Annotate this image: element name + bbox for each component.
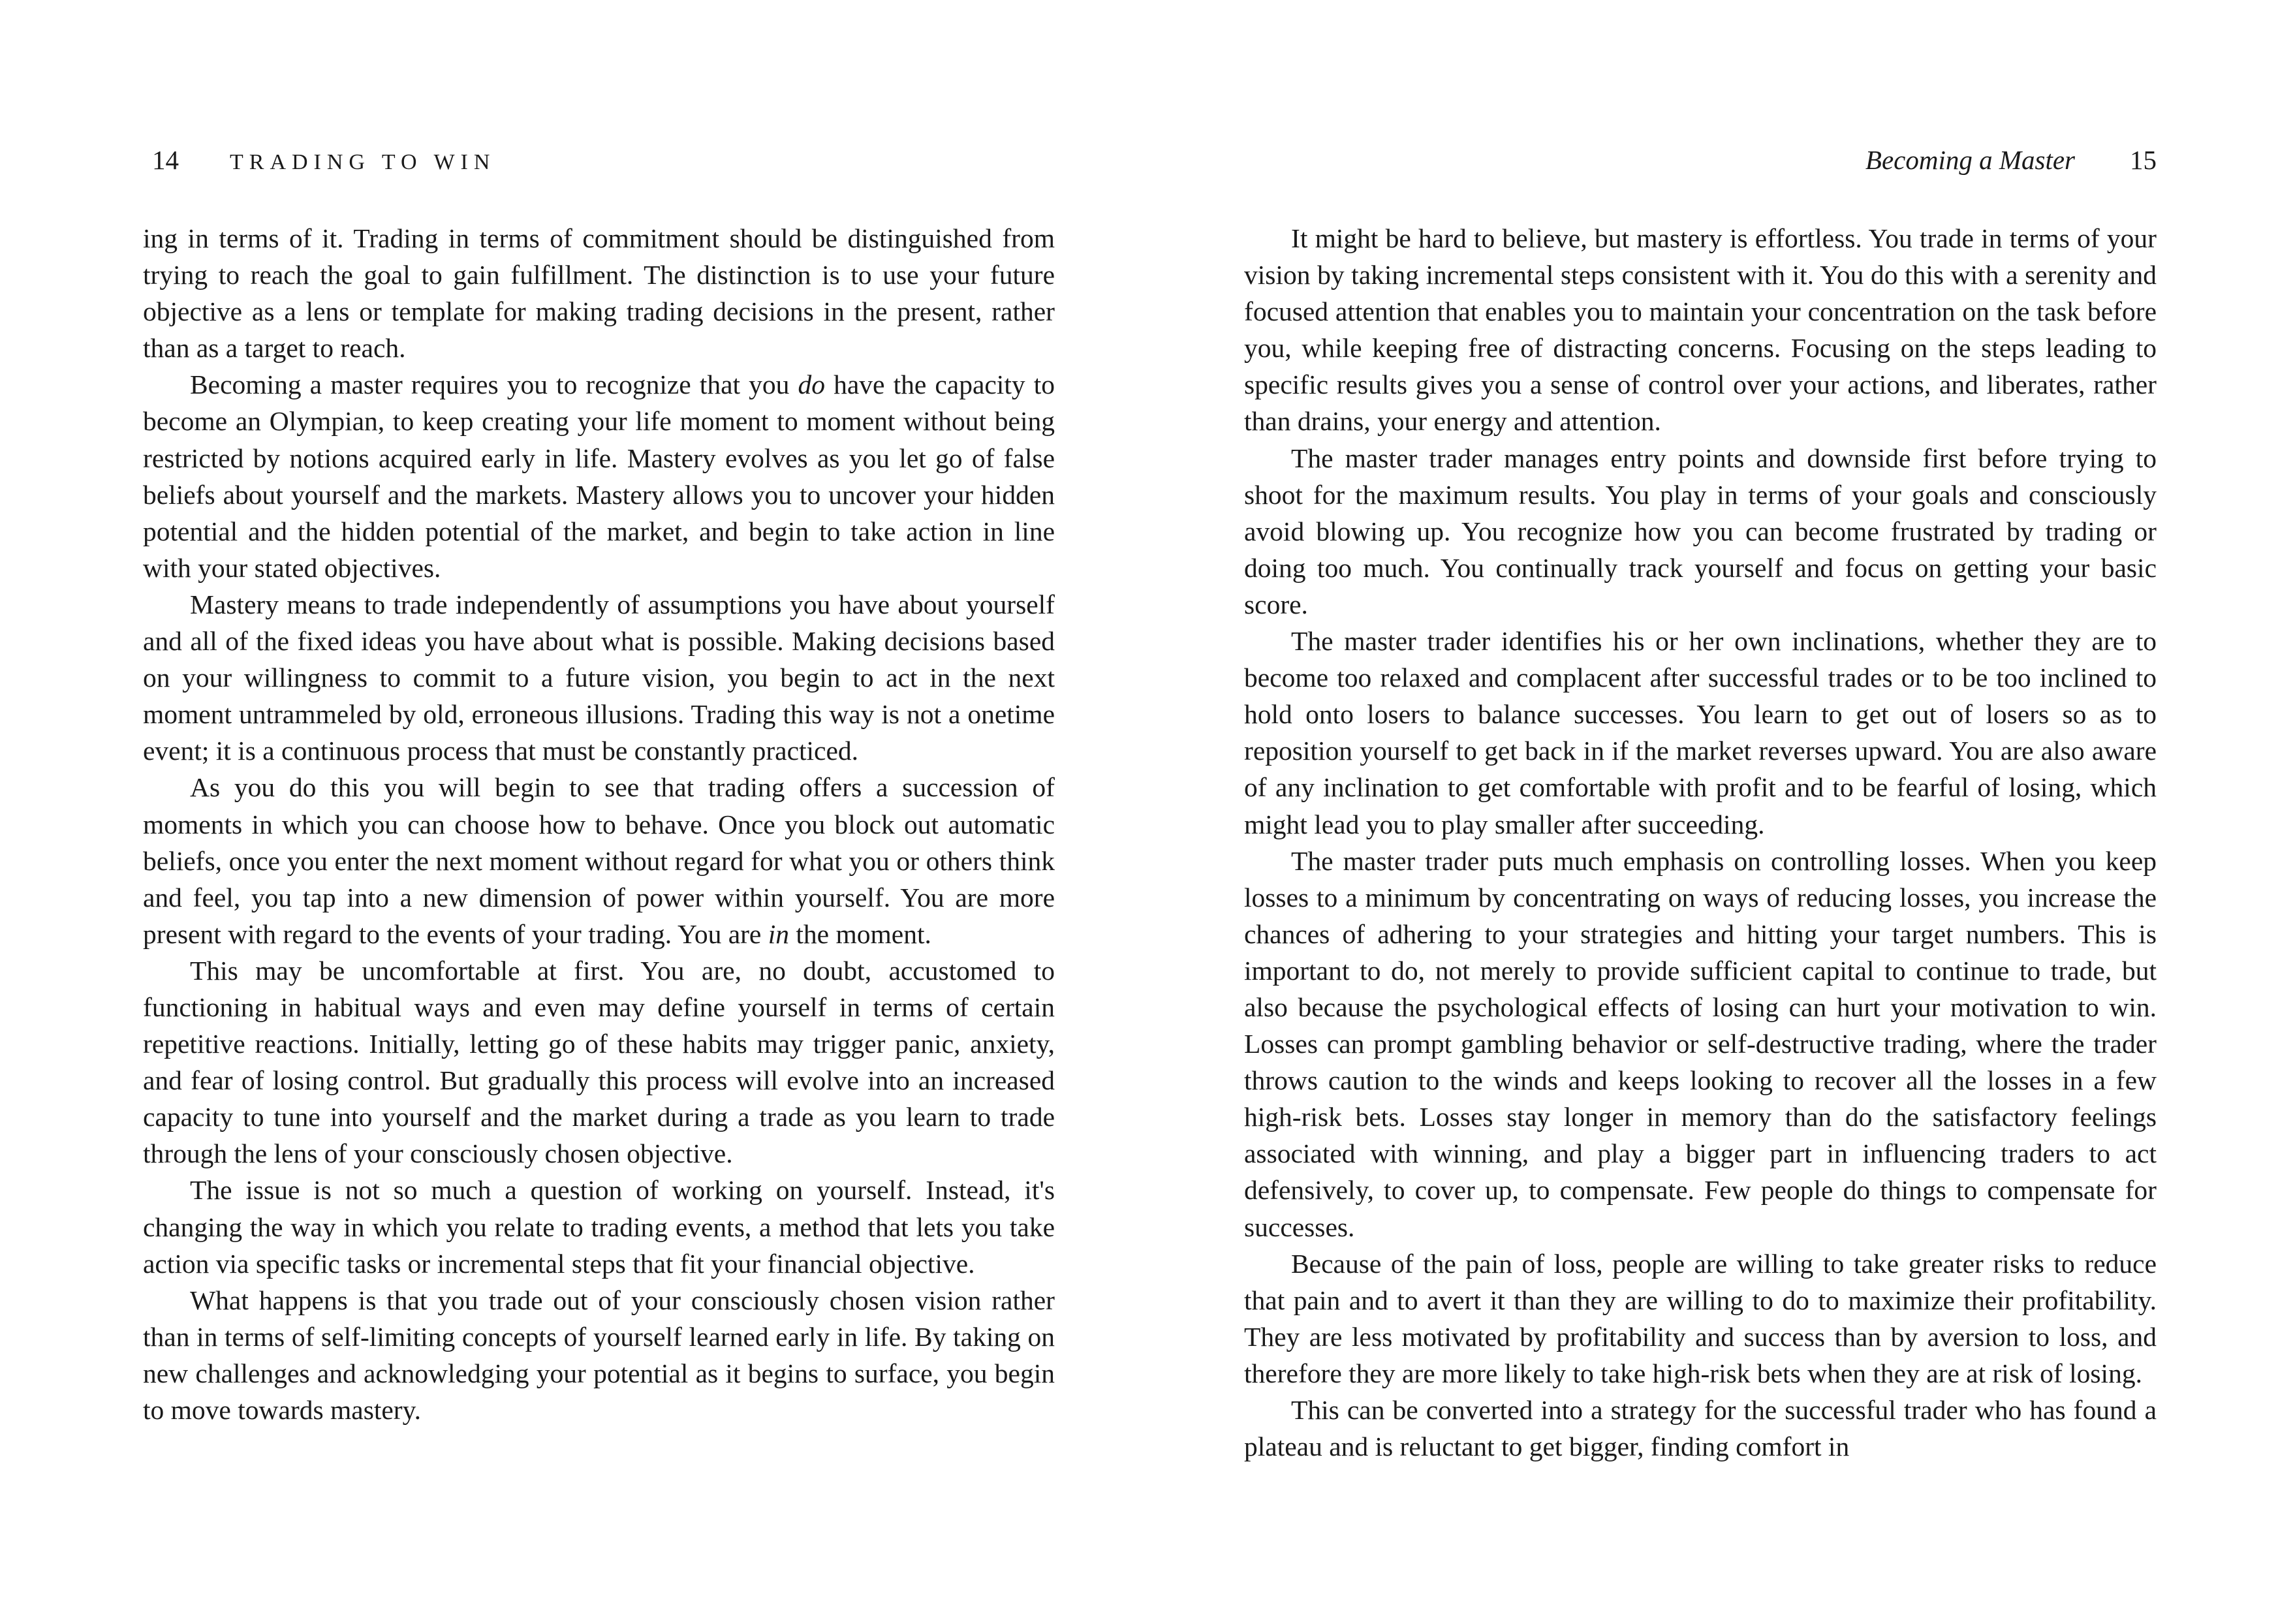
paragraph-text: This may be uncomfortable at first. You are, no doubt, accustomed to functioning in habitual ways and even may define yourself in terms of certain repetitive reactions. Initially, letting go of these habits may trigger panic, anxiety, and fear of losing control. But gradually this process will evolve into an increased capacity to tune into yourself and the market during a trade as you learn to trade through the lens of your consciously chosen objective. (143, 955, 1055, 1169)
paragraph (143, 586, 1055, 769)
paragraph (143, 366, 1055, 586)
paragraph-text: the moment. (789, 918, 931, 949)
page-number: 14 (152, 145, 179, 175)
emphasis-text: do (798, 369, 826, 400)
paragraph (143, 220, 1055, 366)
paragraph-text: It might be hard to believe, but mastery is effortless. You trade in terms of your vision by taking incremental steps consistent with it. You do this with a serenity and focused attention that enables you to maintain your concentration on the task before you, while keeping free of distracting concerns. Focusing on the steps leading to specific results gives you a sense of control over your actions, and liberates, rather than drains, your energy and attention. (1244, 223, 2157, 437)
emphasis-text: in (768, 918, 790, 949)
paragraph (143, 769, 1055, 952)
paragraph (1244, 1245, 2157, 1392)
paragraph-text: This can be converted into a strategy for the successful trader who has found a plateau and is reluctant to get bigger, finding comfort in (1244, 1395, 2157, 1462)
paragraph-text: As you do this you will begin to see that trading offers a succession of moments in which you can choose how to behave. Once you block out automatic beliefs, once you enter the next moment without regard for what you or others think and feel, you tap into a new dimension of power within yourself. You are more present with regard to the events of your trading. You are (143, 772, 1055, 949)
paragraph-text: Because of the pain of loss, people are willing to take greater risks to reduce that pain and to avert it than they are willing to do to maximize their profitability. They are less motivated by profitability and success than by aversion to loss, and therefore they are more likely to take high-risk bets when they are at risk of losing. (1244, 1248, 2157, 1388)
left-running-head (152, 140, 495, 180)
paragraph-text: Becoming a master requires you to recognize that you (190, 369, 798, 400)
paragraph-text: What happens is that you trade out of your consciously chosen vision rather than in terms of self-limiting concepts of yourself learned early in life. By taking on new challenges and acknowledging your potential as it begins to surface, you begin to move towards mastery. (143, 1285, 1055, 1425)
paragraph-text: The issue is not so much a question of working on yourself. Instead, it's changing the way in which you relate to trading events, a method that lets you take action via specific tasks or incremental steps that fit your financial objective. (143, 1175, 1055, 1279)
paragraph-text: Mastery means to trade independently of assumptions you have about yourself and all of the fixed ideas you have about what is possible. Making decisions based on your willingness to commit to a future vision, you begin to act in the next moment untrammeled by old, erroneous illusions. Trading this way is not a onetime event; it is a continuous process that must be constantly practiced. (143, 589, 1055, 766)
paragraph (1244, 220, 2157, 440)
paragraph-text: The master trader identifies his or her own inclinations, whether they are to become too relaxed and complacent after successful trades or to be too inclined to hold onto losers to balance successes. You learn to get out of losers so as to reposition yourself to get back in if the market reverses upward. You are also aware of any inclination to get comfortable with profit and to be fearful of losing, which might lead you to play smaller after succeeding. (1244, 626, 2157, 839)
right-running-head (1865, 140, 2157, 180)
right-body-text (1244, 220, 2157, 1465)
book-title: TRADING TO WIN (230, 150, 496, 174)
paragraph-text: have the capacity to become an Olympian, to keep creating your life moment to moment without being restricted by notions acquired early in life. Mastery evolves as you let go of false beliefs about yourself and the markets. Mastery allows you to uncover your hidden potential and the hidden potential of the market, and begin to take action in line with your stated objectives. (143, 369, 1055, 583)
paragraph-text: ing in terms of it. Trading in terms of commitment should be distinguished from trying to reach the goal to gain fulfillment. The distinction is to use your future objective as a lens or template for making trading decisions in the present, rather than as a target to reach. (143, 223, 1055, 364)
paragraph (1244, 440, 2157, 623)
paragraph (143, 1282, 1055, 1428)
paragraph (1244, 1392, 2157, 1465)
left-body-text (143, 220, 1055, 1428)
paragraph (143, 952, 1055, 1172)
paragraph (143, 1172, 1055, 1281)
page-number: 15 (2130, 145, 2157, 175)
paragraph-text: The master trader puts much emphasis on controlling losses. When you keep losses to a minimum by concentrating on ways of reducing losses, you increase the chances of adhering to your strategies and hitting your target numbers. This is important to do, not merely to provide sufficient capital to continue to trade, but also because the psychological effects of losing can hurt your motivation to win. Losses can prompt gambling behavior or self-destructive trading, where the trader throws caution to the winds and keeps looking to recover all the losses in a few high-risk bets. Losses stay longer in memory than do the satisfactory feelings associated with winning, and play a bigger part in influencing traders to act defensively, to cover up, to compensate. Few people do things to compensate for successes. (1244, 845, 2157, 1242)
chapter-title: Becoming a Master (1865, 145, 2075, 175)
paragraph (1244, 623, 2157, 843)
paragraph-text: The master trader manages entry points and downside first before trying to shoot for the maximum results. You play in terms of your goals and consciously avoid blowing up. You recognize how you can become frustrated by trading or doing too much. You continually track yourself and focus on getting your basic score. (1244, 443, 2157, 619)
paragraph (1244, 843, 2157, 1245)
